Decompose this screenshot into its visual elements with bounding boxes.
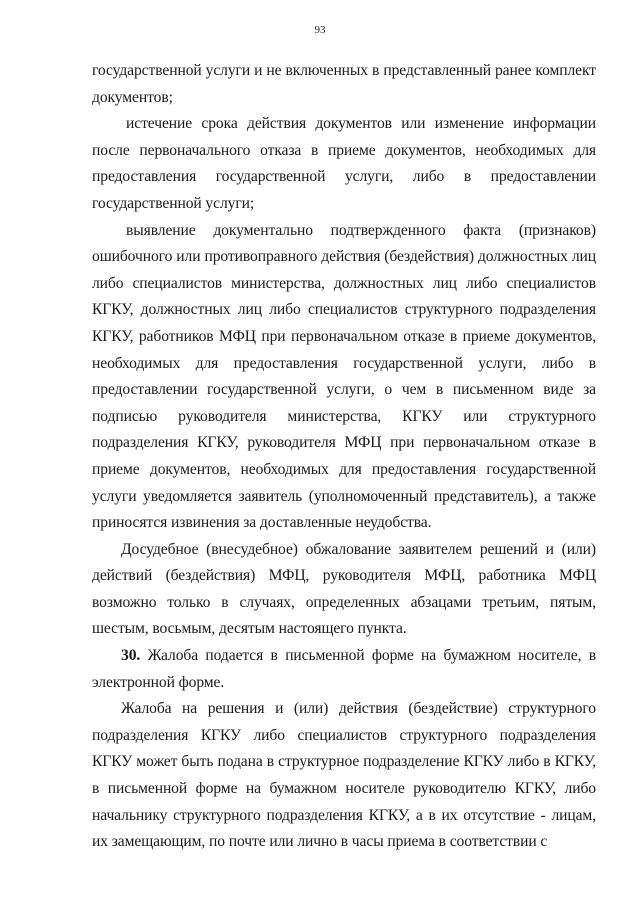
item-number: 30. (121, 647, 141, 665)
paragraph-item-30 (92, 643, 596, 696)
page-number: 93 (314, 24, 326, 36)
document-body (92, 58, 596, 856)
paragraph-complaint-submission: Жалоба на решения и (или) действия (бездействие) структурного подразделения КГКУ либо специалистов структурного подразделения КГКУ может быть подана в структурное подразделение КГКУ либо в КГКУ, в письменной форме на бумажном носителе руководителю КГКУ, либо начальнику структурного подразделения КГКУ, а в их отсутствие - лицам, их замещающим, по почте или лично в часы приема в соответствии с (92, 700, 596, 851)
item-30-text: Жалоба подается в письменной форме на бумажном носителе, в электронной форме. (92, 647, 596, 691)
paragraph-document-expiry: истечение срока действия документов или изменение информации после первоначального отказа в приеме документов, необходимых для предоставления государственной услуги, либо в предоставлении государственной услуги; (92, 115, 596, 212)
paragraph-continuation: государственной услуги и не включенных в представленный ранее комплект документов; (92, 62, 596, 106)
paragraph-erroneous-action: выявление документально подтвержденного факта (признаков) ошибочного или противоправного действия (бездействия) должностных лиц либо специалистов министерства, должностных лиц либо специалистов КГКУ, должностных лиц либо специалистов структурного подразделения КГКУ, работников МФЦ при первоначальном отказе в приеме документов, необходимых для предоставления государственной услуги, либо в предоставлении государственной услуги, о чем в письменном виде за подписью руководителя министерства, КГКУ или структурного подразделения КГКУ, руководителя МФЦ при первоначальном отказе в приеме документов, необходимых для предоставления государственной услуги уведомляется заявитель (уполномоченный представитель), а также приносятся извинения за доставленные неудобства. (92, 221, 596, 532)
paragraph-pretrial-appeal: Досудебное (внесудебное) обжалование заявителем решений и (или) действий (бездействия) МФЦ, руководителя МФЦ, работника МФЦ возможно только в случаях, определенных абзацами третьим, пятым, шестым, восьмым, десятым настоящего пункта. (92, 540, 596, 638)
